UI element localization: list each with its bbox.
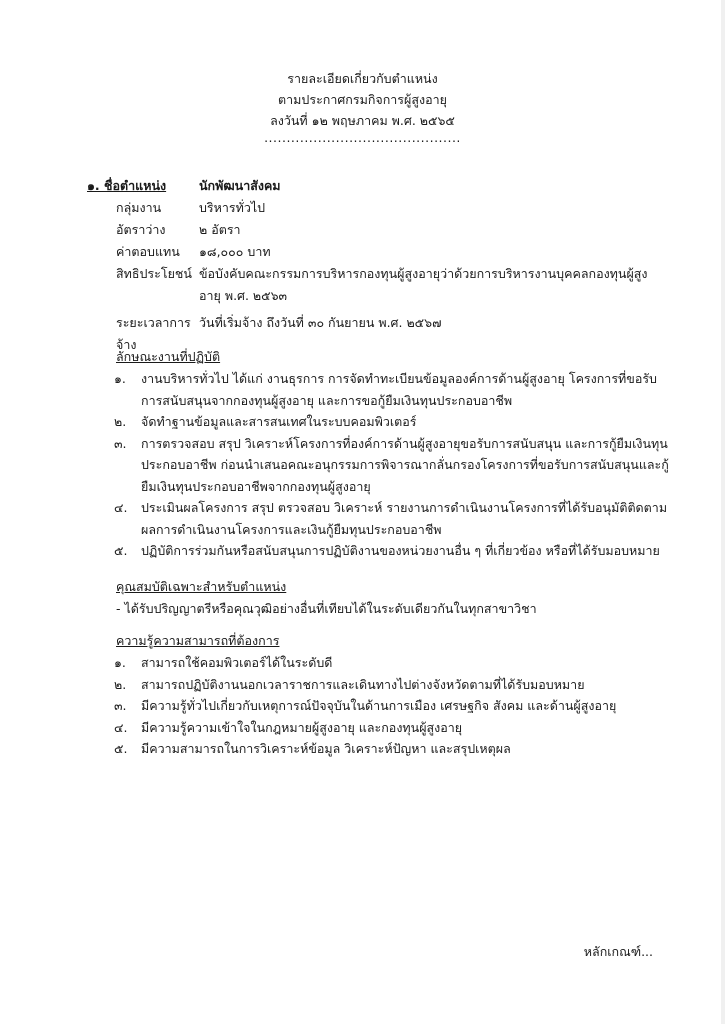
field-label: ระยะเวลาการจ้าง — [116, 315, 191, 352]
header-title: รายละเอียดเกี่ยวกับตำแหน่ง — [287, 71, 438, 86]
list-item — [114, 411, 676, 433]
field-label: ค่าตอบแทน — [116, 244, 180, 259]
qualifications-heading: คุณสมบัติเฉพาะสำหรับตำแหน่ง — [116, 579, 287, 594]
field-value: บริหารทั่วไป — [199, 200, 266, 215]
header-dotted-line: ............................................ — [264, 130, 461, 145]
list-item — [114, 695, 676, 717]
header-announcement: ตามประกาศกรมกิจการผู้สูงอายุ — [278, 92, 447, 107]
item-text: จัดทำฐานข้อมูลและสารสนเทศในระบบคอมพิวเตอร์ — [141, 414, 417, 429]
item-number: ๓. — [114, 435, 127, 451]
position-title-label: ๑. ชื่อตำแหน่ง — [87, 178, 167, 193]
list-item — [114, 738, 676, 760]
item-text: สามารถใช้คอมพิวเตอร์ได้ในระดับดี — [141, 655, 333, 670]
item-number: ๒. — [114, 676, 127, 692]
qualifications-section — [116, 576, 676, 620]
duties-section — [116, 346, 676, 562]
skills-section — [116, 630, 676, 760]
item-number: ๑. — [114, 371, 126, 386]
item-number: ๔. — [114, 719, 128, 735]
list-item — [114, 433, 676, 498]
continuation-text: หลักเกณฑ์... — [583, 944, 653, 959]
item-text: มีความรู้ความเข้าใจในกฎหมายผู้สูงอายุ และกองทุนผู้สูงอายุ — [141, 719, 463, 735]
item-number: ๑. — [114, 655, 126, 670]
item-text: ประเมินผลโครงการ สรุป ตรวจสอบ วิเคราะห์ รายงานการดำเนินงานโครงการที่ได้รับอนุมัติติดตามผลการดำเนินงานโครงการและเงินกู้ยืมทุนประกอบอาชีพ — [141, 500, 668, 537]
qualifications-text: - ได้รับปริญญาตรีหรือคุณวุฒิอย่างอื่นที่เทียบได้ในระดับเดียวกันในทุกสาขาวิชา — [116, 601, 537, 616]
field-value: ข้อบังคับคณะกรรมการบริหารกองทุนผู้สูงอายุว่าด้วยการบริหารงานบุคคลกองทุนผู้สูงอายุ พ.ศ. ๒๕๖๓ — [199, 266, 648, 303]
list-item — [114, 674, 676, 696]
item-text: มีความรู้ทั่วไปเกี่ยวกับเหตุการณ์ปัจจุบันในด้านการเมือง เศรษฐกิจ สังคม และด้านผู้สูงอายุ — [141, 698, 617, 713]
scan-edge — [721, 0, 725, 1024]
position-title-value: นักพัฒนาสังคม — [199, 178, 281, 193]
item-number: ๕. — [114, 741, 128, 756]
field-row-group — [87, 197, 651, 219]
item-number: ๕. — [114, 543, 128, 558]
document-header — [0, 68, 725, 145]
position-title-row — [87, 175, 651, 197]
field-value: วันที่เริ่มจ้าง ถึงวันที่ ๓๐ กันยายน พ.ศ. ๒๕๖๗ — [199, 315, 442, 330]
header-date: ลงวันที่ ๑๒ พฤษภาคม พ.ศ. ๒๕๖๕ — [270, 113, 455, 128]
field-value: ๑๘,๐๐๐ บาท — [199, 244, 271, 259]
item-text: มีความสามารถในการวิเคราะห์ข้อมูล วิเคราะห์ปัญหา และสรุปเหตุผล — [141, 741, 511, 756]
field-label: กลุ่มงาน — [116, 200, 162, 215]
list-item — [114, 540, 676, 562]
field-value: ๒ อัตรา — [199, 222, 241, 237]
position-section — [87, 175, 651, 356]
item-text: งานบริหารทั่วไป ได้แก่ งานธุรการ การจัดทำทะเบียนข้อมูลองค์การด้านผู้สูงอายุ โครงการที่ขอรับการสนับสนุนจากกองทุนผู้สูงอายุ และการขอกู้ยืมเงินทุนประกอบอาชีพ — [141, 371, 657, 408]
item-text: ปฏิบัติการร่วมกันหรือสนับสนุนการปฏิบัติงานของหน่วยงานอื่น ๆ ที่เกี่ยวข้อง หรือที่ได้รับมอบหมาย — [141, 543, 660, 558]
item-text: สามารถปฏิบัติงานนอกเวลาราชการและเดินทางไปต่างจังหวัดตามที่ได้รับมอบหมาย — [141, 676, 585, 692]
list-item — [114, 652, 676, 674]
item-text: การตรวจสอบ สรุป วิเคราะห์โครงการที่องค์การด้านผู้สูงอายุขอรับการสนับสนุน และการกู้ยืมเงินทุนประกอบอาชีพ ก่อนนำเสนอคณะอนุกรรมการพิจารณากลั่นกรองโครงการที่ขอรับการสนับสนุนและกู้ยืมเงินทุนประกอบอาชีพจากกองทุนผู้สูงอายุ — [141, 435, 669, 494]
field-row-benefits — [87, 263, 651, 307]
list-item — [114, 717, 676, 739]
field-row-salary — [87, 241, 651, 263]
field-label: สิทธิประโยชน์ — [116, 266, 192, 281]
item-number: ๒. — [114, 414, 127, 429]
list-item — [114, 368, 676, 411]
field-label: อัตราว่าง — [116, 222, 166, 237]
item-number: ๓. — [114, 698, 127, 713]
duties-heading: ลักษณะงานที่ปฏิบัติ — [116, 349, 221, 364]
list-item — [114, 497, 676, 540]
item-number: ๔. — [114, 500, 128, 515]
field-row-vacancy — [87, 219, 651, 241]
skills-heading: ความรู้ความสามารถที่ต้องการ — [116, 633, 280, 648]
